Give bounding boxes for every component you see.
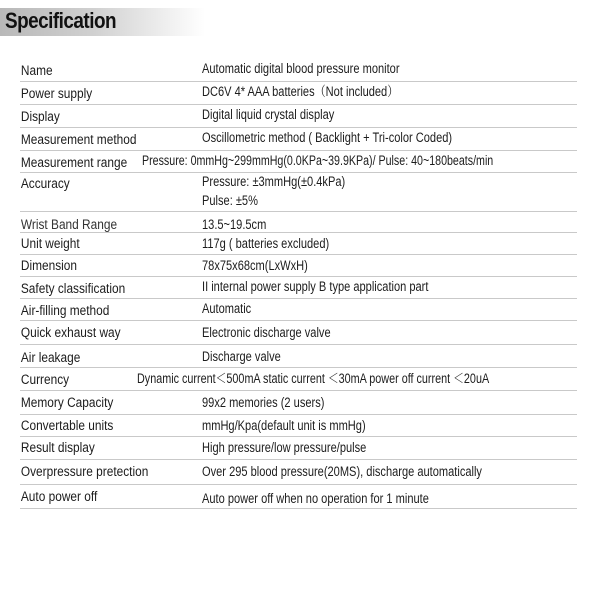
spec-label: Display: [20, 109, 60, 124]
spec-label: Dimension: [20, 258, 78, 273]
spec-row-dimension: [20, 255, 577, 277]
spec-row-memory-capacity: [20, 391, 577, 415]
spec-label: Wrist Band Range: [20, 217, 118, 232]
spec-label: Measurement range: [20, 155, 128, 170]
spec-value: [202, 299, 577, 318]
specification-table: [20, 59, 577, 509]
spec-row-display: [20, 105, 577, 128]
spec-value: [202, 415, 577, 435]
spec-value: [202, 437, 577, 457]
spec-row-measurement-method: [20, 128, 577, 151]
spec-value: [202, 173, 577, 210]
spec-value: [137, 368, 577, 388]
spec-value-line: Pressure: ±3mmHg(±0.4kPa): [202, 174, 346, 189]
spec-value: [142, 151, 587, 170]
spec-label: Result display: [20, 440, 95, 455]
spec-row-air-filling-method: [20, 299, 577, 321]
spec-value-line: Pulse: ±5%: [202, 193, 258, 208]
spec-value-line: II internal power supply B type application part: [202, 279, 429, 294]
spec-label: Overpressure pretection: [20, 464, 149, 479]
spec-row-quick-exhaust-way: [20, 321, 577, 345]
spec-row-air-leakage: [20, 345, 577, 368]
spec-value-line: 99x2 memories (2 users): [202, 395, 325, 410]
spec-row-wrist-band-range: [20, 212, 577, 233]
spec-row-overpressure-pretection: [20, 460, 577, 485]
spec-label: Currency: [20, 372, 70, 387]
spec-value-line: mmHg/Kpa(default unit is mmHg): [202, 418, 366, 433]
spec-label: Power supply: [20, 86, 93, 101]
spec-value: [202, 345, 577, 366]
spec-label: Quick exhaust way: [20, 325, 121, 340]
spec-label: Unit weight: [20, 236, 80, 251]
spec-label: Accuracy: [20, 176, 70, 191]
spec-value: [202, 105, 577, 124]
spec-value-line: Automatic digital blood pressure monitor: [202, 61, 400, 76]
spec-row-accuracy: [20, 173, 577, 212]
spec-label: Memory Capacity: [20, 395, 114, 410]
spec-value-line: Electronic discharge valve: [202, 325, 331, 340]
spec-label: Auto power off: [20, 489, 98, 504]
spec-value: [202, 233, 577, 253]
spec-value: [202, 391, 577, 412]
spec-value-line: Discharge valve: [202, 349, 281, 364]
spec-row-safety-classification: [20, 277, 577, 299]
spec-label: Safety classification: [20, 281, 126, 296]
spec-row-name: [20, 59, 577, 82]
spec-value-line: DC6V 4* AAA batteries（Not included）: [202, 84, 399, 99]
spec-value: [202, 128, 577, 147]
spec-value: [202, 485, 577, 508]
spec-value-line: 117g ( batteries excluded): [202, 236, 330, 251]
spec-value-line: High pressure/low pressure/pulse: [202, 440, 367, 455]
spec-value-line: Oscillometric method ( Backlight + Tri-color Coded): [202, 130, 453, 145]
spec-value-line: Pressure: 0mmHg~299mmHg(0.0KPa~39.9KPa)/ Pulse: 40~180beats/min: [141, 153, 494, 168]
spec-label: Air leakage: [20, 350, 81, 365]
spec-value: [202, 321, 577, 342]
spec-label: Name: [20, 63, 53, 78]
spec-value: [202, 255, 577, 275]
spec-value-line: Auto power off when no operation for 1 minute: [202, 491, 429, 506]
spec-value-line: Digital liquid crystal display: [202, 107, 335, 122]
spec-value-line: 78x75x68cm(LxWxH): [202, 258, 308, 273]
spec-value: [202, 212, 577, 234]
spec-value-line: 13.5~19.5cm: [202, 217, 267, 232]
spec-value: [202, 277, 577, 296]
spec-row-measurement-range: [20, 151, 577, 173]
spec-row-auto-power-off: [20, 485, 577, 509]
spec-value: [202, 59, 577, 78]
page-title: Specification: [5, 8, 117, 33]
spec-row-unit-weight: [20, 233, 577, 255]
spec-label: Convertable units: [20, 418, 114, 433]
spec-label: Air-filling method: [20, 303, 110, 318]
spec-row-convertable-units: [20, 415, 577, 437]
spec-value-line: Dynamic current＜500mA static current ＜30mA power off current ＜20uA: [136, 371, 489, 386]
spec-value: [202, 82, 577, 101]
spec-row-power-supply: [20, 82, 577, 105]
spec-value-line: Automatic: [202, 301, 252, 316]
spec-row-result-display: [20, 437, 577, 460]
spec-label: Measurement method: [20, 132, 137, 147]
spec-value-line: Over 295 blood pressure(20MS), discharge automatically: [202, 464, 482, 479]
spec-row-currency: [20, 368, 577, 391]
spec-value: [202, 460, 577, 481]
